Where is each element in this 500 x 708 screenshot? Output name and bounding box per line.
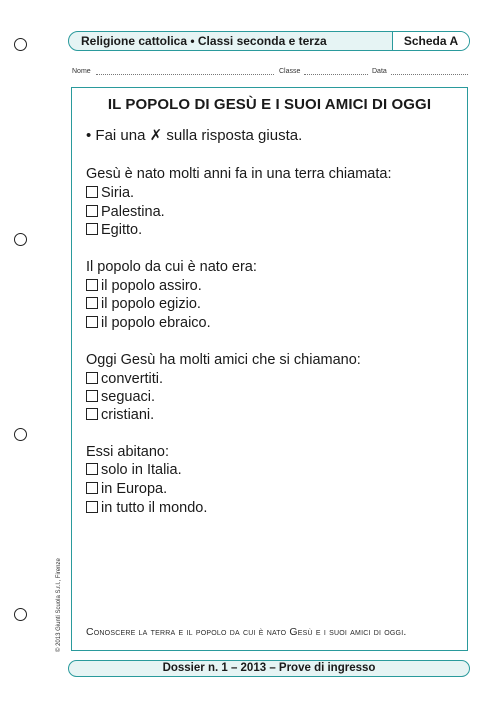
nome-line[interactable] [96,74,274,75]
answer-checkbox[interactable] [86,372,98,384]
option-label: Palestina. [101,204,165,220]
option-label: il popolo assiro. [101,278,202,294]
option [86,462,182,480]
answer-checkbox[interactable] [86,223,98,235]
binder-hole-4 [14,608,27,621]
binder-hole-2 [14,233,27,246]
answer-checkbox[interactable] [86,186,98,198]
option-label: in tutto il mondo. [101,500,208,516]
option [86,278,202,296]
data-line[interactable] [391,74,468,75]
answer-checkbox[interactable] [86,482,98,494]
question-2: Il popolo da cui è nato era: [86,259,257,275]
copyright-notice: © 2013 Giunti Scuola S.r.l., Firenze [56,558,62,652]
question-3: Oggi Gesù ha molti amici che si chiamano: [86,352,361,368]
question-4: Essi abitano: [86,444,170,460]
question-1: Gesù è nato molti anni fa in una terra chiamata: [86,166,392,182]
option [86,315,211,333]
answer-checkbox[interactable] [86,279,98,291]
binder-hole-1 [14,38,27,51]
student-fields [72,68,468,80]
option-label: seguaci. [101,389,156,405]
option-label: il popolo egizio. [101,296,201,312]
header-bar [68,31,470,51]
option [86,222,142,240]
option [86,371,163,389]
data-label: Data [372,68,387,75]
instruction: • Fai una ✗ sulla risposta giusta. [86,127,303,144]
binder-hole-3 [14,428,27,441]
option [86,481,167,499]
answer-checkbox[interactable] [86,390,98,402]
option [86,204,165,222]
option-label: convertiti. [101,371,164,387]
nome-label: Nome [72,68,91,75]
classe-line[interactable] [304,74,368,75]
option-label: solo in Italia. [101,462,182,478]
answer-checkbox[interactable] [86,501,98,513]
answer-checkbox[interactable] [86,463,98,475]
option-label: Egitto. [101,222,143,238]
worksheet-box [71,87,468,651]
answer-checkbox[interactable] [86,408,98,420]
option [86,185,134,203]
option [86,296,201,314]
option-label: cristiani. [101,407,155,423]
option [86,407,154,425]
scheda-label: Scheda A [392,32,469,50]
header-title: Religione cattolica • Classi seconda e terza [81,34,327,48]
option [86,389,155,407]
option-label: il popolo ebraico. [101,315,211,331]
classe-label: Classe [279,68,301,75]
answer-checkbox[interactable] [86,205,98,217]
option-label: in Europa. [101,481,168,497]
learning-objective: Conoscere la terra e il popolo da cui è nato Gesù e i suoi amici di oggi. [86,626,407,638]
answer-checkbox[interactable] [86,297,98,309]
option-label: Siria. [101,185,135,201]
option [86,500,207,518]
worksheet-title: IL POPOLO DI GESÙ E I SUOI AMICI DI OGGI [107,96,432,113]
dossier-bar: Dossier n. 1 – 2013 – Prove di ingresso [68,660,470,677]
answer-checkbox[interactable] [86,316,98,328]
